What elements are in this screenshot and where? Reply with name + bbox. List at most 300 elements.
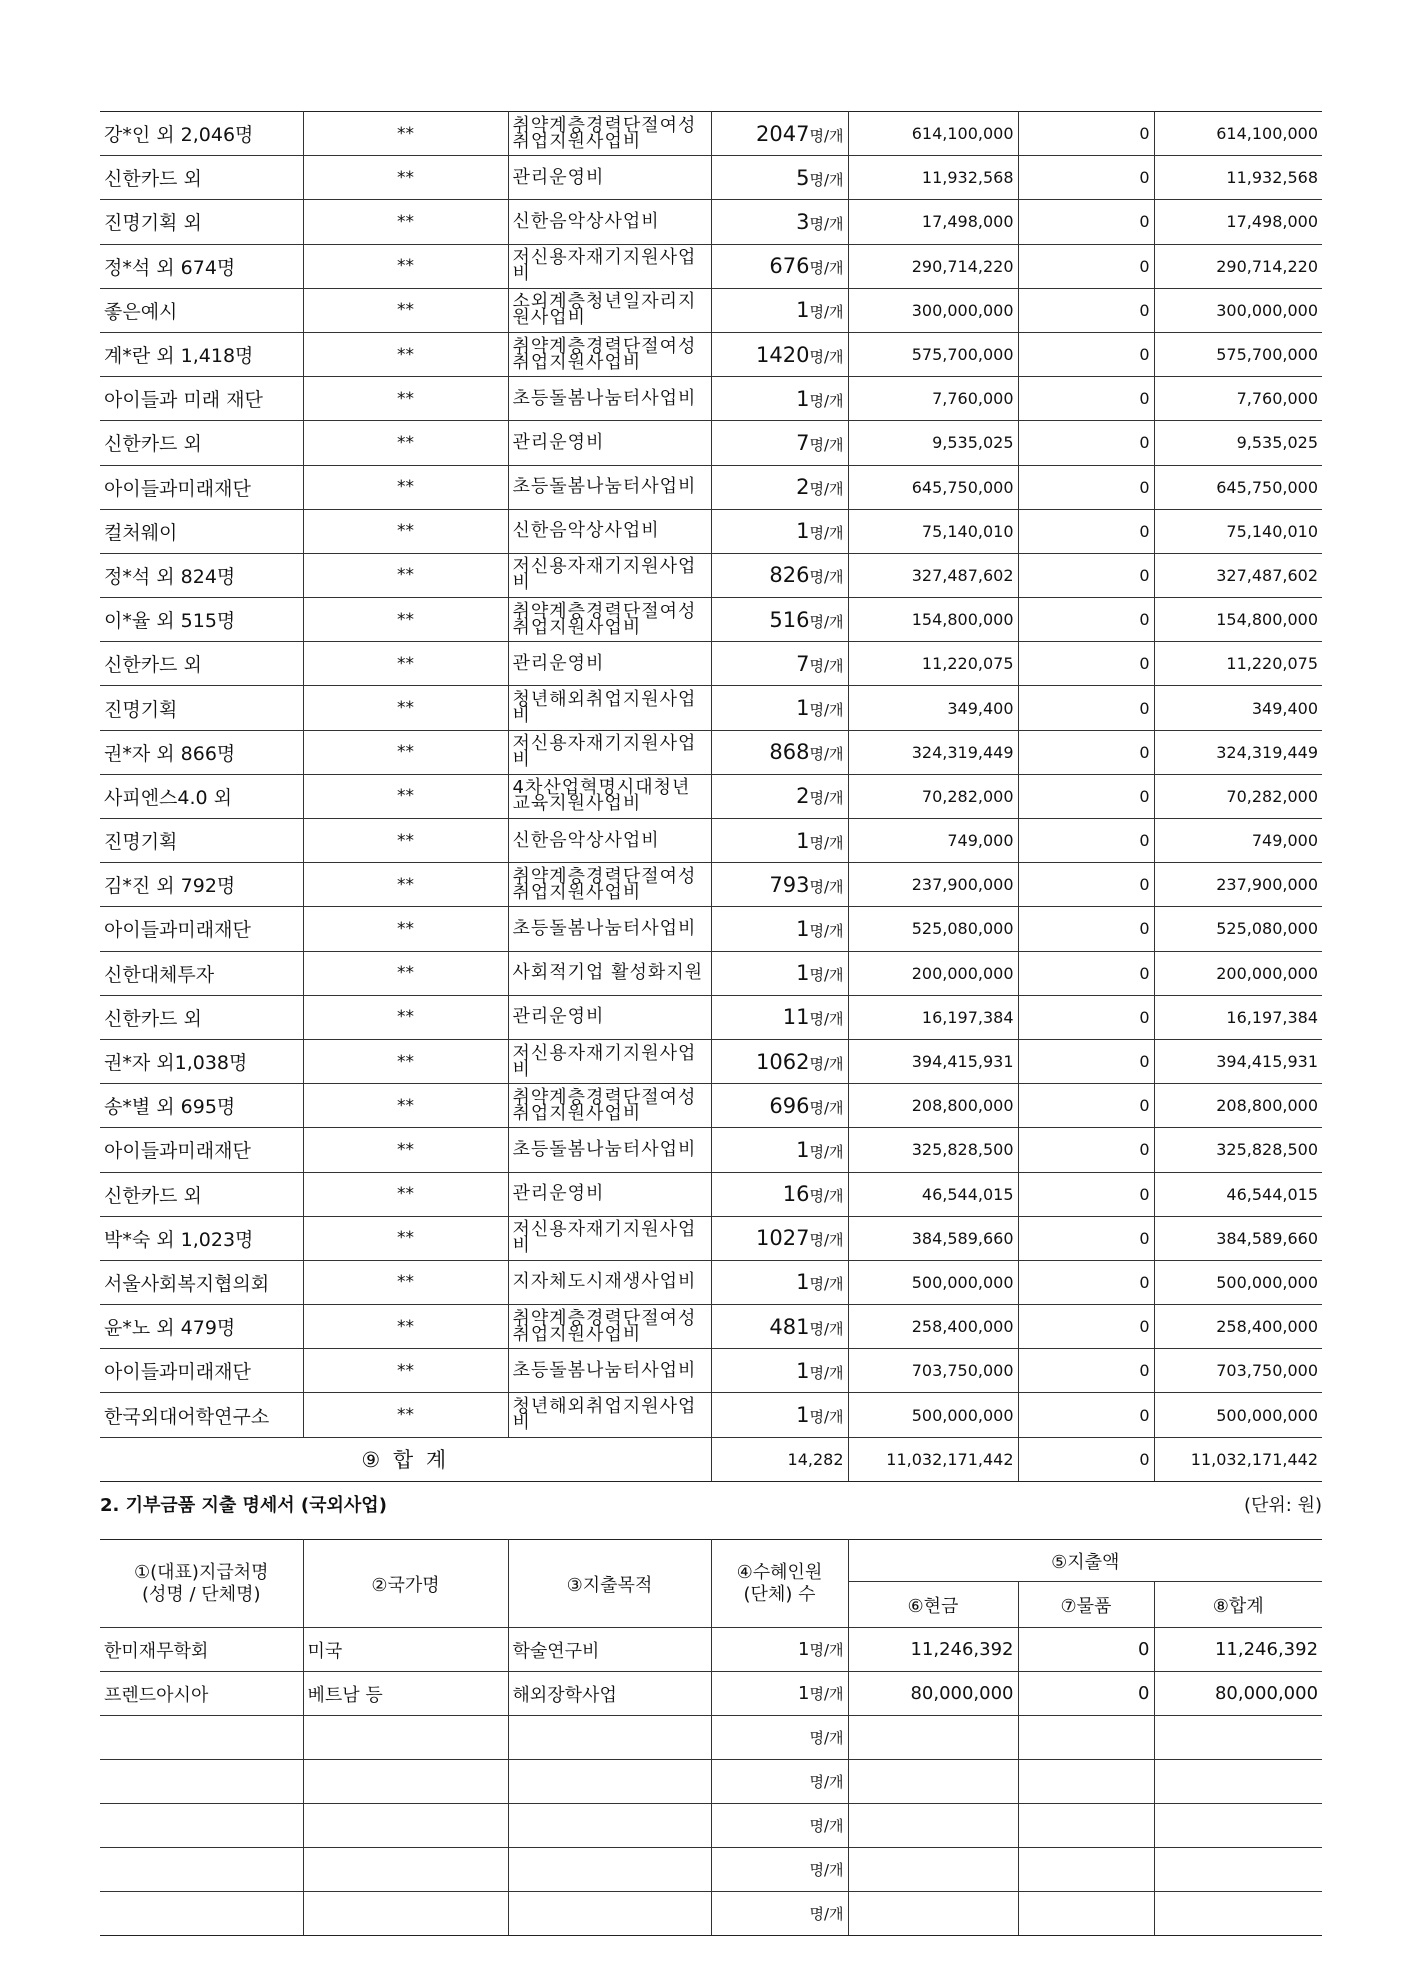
count-cell (711, 819, 848, 863)
count-value: 2047 (756, 121, 810, 146)
country-cell: 베트남 등 (303, 1672, 508, 1716)
cash-cell: 290,714,220 (848, 244, 1018, 288)
cash-cell: 575,700,000 (848, 332, 1018, 376)
table-row (100, 1216, 1322, 1260)
country-cell: ** (303, 1260, 508, 1304)
recipient-cell: 신한카드 외 (100, 156, 303, 200)
cash-cell (848, 1892, 1018, 1936)
cash-cell (848, 1848, 1018, 1892)
total-cell: 11,246,392 (1154, 1628, 1322, 1672)
total-cell: 154,800,000 (1154, 598, 1322, 642)
purpose-cell: 취약계층경력단절여성취업지원사업비 (508, 1084, 711, 1128)
count-unit: 명/개 (809, 1275, 844, 1294)
recipient-cell: 진명기획 (100, 819, 303, 863)
count-cell (711, 244, 848, 288)
domestic-expenditure-table (100, 111, 1322, 1482)
count-value: 516 (769, 607, 810, 632)
country-cell: ** (303, 598, 508, 642)
cash-cell: 154,800,000 (848, 598, 1018, 642)
count-unit: 명/개 (809, 303, 844, 322)
table-row (100, 642, 1322, 686)
country-cell: ** (303, 686, 508, 730)
cash-cell: 16,197,384 (848, 995, 1018, 1039)
total-goods: 0 (1018, 1437, 1154, 1481)
count-unit: 명/개 (809, 1098, 844, 1117)
total-cash: 11,032,171,442 (848, 1437, 1018, 1481)
total-cell: 384,589,660 (1154, 1216, 1322, 1260)
total-cell: 7,760,000 (1154, 377, 1322, 421)
recipient-cell: 한미재무학회 (100, 1628, 303, 1672)
table-row (100, 686, 1322, 730)
table-row (100, 951, 1322, 995)
count-unit: 명/개 (809, 1817, 844, 1835)
count-value: 3 (796, 209, 810, 234)
cash-cell: 11,932,568 (848, 156, 1018, 200)
count-cell (711, 1393, 848, 1437)
count-value: 1 (796, 1403, 810, 1428)
country-cell: ** (303, 1084, 508, 1128)
country-cell: ** (303, 642, 508, 686)
recipient-cell (100, 1892, 303, 1936)
count-cell (711, 1804, 848, 1848)
purpose-cell: 저신용자재기지원사업비 (508, 244, 711, 288)
recipient-cell: 진명기획 외 (100, 200, 303, 244)
purpose-cell (508, 1892, 711, 1936)
count-value: 1 (796, 386, 810, 411)
total-cell (1154, 1892, 1322, 1936)
total-cell: 290,714,220 (1154, 244, 1322, 288)
count-cell (711, 509, 848, 553)
count-value: 793 (769, 872, 810, 897)
total-amount: 11,032,171,442 (1154, 1437, 1322, 1481)
goods-cell (1018, 1848, 1154, 1892)
goods-cell: 0 (1018, 686, 1154, 730)
count-value: 11 (782, 1005, 810, 1030)
purpose-cell (508, 1716, 711, 1760)
header-amount: ⑤지출액 (848, 1540, 1322, 1582)
recipient-cell: 정*석 외 674명 (100, 244, 303, 288)
country-cell: ** (303, 863, 508, 907)
goods-cell: 0 (1018, 863, 1154, 907)
table-row (100, 819, 1322, 863)
header-goods: ⑦물품 (1018, 1582, 1154, 1628)
count-value: 1420 (756, 342, 810, 367)
count-unit: 명/개 (809, 1905, 844, 1923)
country-cell: ** (303, 995, 508, 1039)
goods-cell (1018, 1804, 1154, 1848)
cash-cell: 9,535,025 (848, 421, 1018, 465)
header-beneficiaries: ④수혜인원 (단체) 수 (711, 1540, 848, 1628)
count-cell (711, 686, 848, 730)
goods-cell: 0 (1018, 819, 1154, 863)
recipient-cell: 아이들과 미래 재단 (100, 377, 303, 421)
recipient-cell: 권*자 외 866명 (100, 730, 303, 774)
purpose-cell: 초등돌봄나눔터사업비 (508, 1128, 711, 1172)
purpose-cell: 초등돌봄나눔터사업비 (508, 1349, 711, 1393)
count-cell (711, 1260, 848, 1304)
count-cell (711, 1892, 848, 1936)
cash-cell: 200,000,000 (848, 951, 1018, 995)
goods-cell: 0 (1018, 730, 1154, 774)
purpose-cell: 사회적기업 활성화지원 (508, 951, 711, 995)
cash-cell: 46,544,015 (848, 1172, 1018, 1216)
goods-cell: 0 (1018, 1349, 1154, 1393)
cash-cell: 11,220,075 (848, 642, 1018, 686)
purpose-cell (508, 1760, 711, 1804)
count-unit: 명/개 (809, 1729, 844, 1747)
total-cell: 327,487,602 (1154, 553, 1322, 597)
goods-cell: 0 (1018, 1039, 1154, 1083)
cash-cell (848, 1804, 1018, 1848)
cash-cell: 327,487,602 (848, 553, 1018, 597)
total-cell: 9,535,025 (1154, 421, 1322, 465)
document-page (100, 111, 1322, 1923)
count-cell (711, 598, 848, 642)
unit-note: (단위: 원) (1244, 1495, 1322, 1516)
count-unit: 명/개 (809, 126, 844, 145)
header-purpose: ③지출목적 (508, 1540, 711, 1628)
count-value: 5 (796, 165, 810, 190)
cash-cell: 349,400 (848, 686, 1018, 730)
country-cell: ** (303, 819, 508, 863)
country-cell: ** (303, 377, 508, 421)
total-cell: 70,282,000 (1154, 774, 1322, 818)
count-unit: 명/개 (809, 656, 844, 675)
cash-cell: 208,800,000 (848, 1084, 1018, 1128)
total-cell: 575,700,000 (1154, 332, 1322, 376)
header-recipient: ①(대표)지급처명 (성명 / 단체명) (100, 1540, 303, 1628)
count-value: 16 (782, 1182, 810, 1207)
table-row (100, 421, 1322, 465)
count-cell (711, 1848, 848, 1892)
table-row (100, 465, 1322, 509)
country-cell (303, 1892, 508, 1936)
count-unit: 명/개 (809, 1685, 844, 1703)
recipient-cell: 아이들과미래재단 (100, 1128, 303, 1172)
recipient-cell (100, 1804, 303, 1848)
count-cell (711, 774, 848, 818)
purpose-cell: 신한음악상사업비 (508, 509, 711, 553)
cash-cell: 500,000,000 (848, 1260, 1018, 1304)
recipient-cell: 이*율 외 515명 (100, 598, 303, 642)
total-cell: 300,000,000 (1154, 288, 1322, 332)
count-unit: 명/개 (809, 1861, 844, 1879)
goods-cell: 0 (1018, 377, 1154, 421)
count-value: 7 (796, 651, 810, 676)
table-row (100, 1760, 1322, 1804)
country-cell: ** (303, 1172, 508, 1216)
goods-cell: 0 (1018, 951, 1154, 995)
recipient-cell: 신한카드 외 (100, 421, 303, 465)
purpose-cell (508, 1848, 711, 1892)
country-cell: ** (303, 951, 508, 995)
recipient-cell: 한국외대어학연구소 (100, 1393, 303, 1437)
total-cell: 208,800,000 (1154, 1084, 1322, 1128)
table-row (100, 509, 1322, 553)
count-cell (711, 1305, 848, 1349)
count-cell (711, 1172, 848, 1216)
goods-cell: 0 (1018, 200, 1154, 244)
country-cell: ** (303, 553, 508, 597)
table-row (100, 1672, 1322, 1716)
purpose-cell: 저신용자재기지원사업비 (508, 553, 711, 597)
table-row (100, 730, 1322, 774)
cash-cell: 394,415,931 (848, 1039, 1018, 1083)
goods-cell: 0 (1018, 1172, 1154, 1216)
count-cell (711, 1716, 848, 1760)
total-cell: 645,750,000 (1154, 465, 1322, 509)
count-cell (711, 995, 848, 1039)
total-cell: 80,000,000 (1154, 1672, 1322, 1716)
recipient-cell: 진명기획 (100, 686, 303, 730)
section-title: 2. 기부금품 지출 명세서 (국외사업) (100, 1495, 387, 1516)
count-unit: 명/개 (809, 789, 844, 808)
table-row (100, 1349, 1322, 1393)
country-cell (303, 1716, 508, 1760)
count-cell (711, 288, 848, 332)
purpose-cell: 취약계층경력단절여성취업지원사업비 (508, 112, 711, 156)
table-row (100, 1128, 1322, 1172)
table-row (100, 377, 1322, 421)
table-row (100, 156, 1322, 200)
goods-cell: 0 (1018, 288, 1154, 332)
count-unit: 명/개 (809, 435, 844, 454)
count-cell (711, 200, 848, 244)
count-unit: 명/개 (809, 1187, 844, 1206)
total-cell: 46,544,015 (1154, 1172, 1322, 1216)
cash-cell: 70,282,000 (848, 774, 1018, 818)
table-row (100, 1804, 1322, 1848)
table-row (100, 1393, 1322, 1437)
table-row (100, 1039, 1322, 1083)
count-value: 2 (796, 475, 810, 500)
country-cell: ** (303, 774, 508, 818)
country-cell: ** (303, 244, 508, 288)
cash-cell: 500,000,000 (848, 1393, 1018, 1437)
count-value: 1062 (756, 1049, 810, 1074)
recipient-cell: 윤*노 외 479명 (100, 1305, 303, 1349)
count-unit: 명/개 (809, 480, 844, 499)
recipient-cell: 아이들과미래재단 (100, 465, 303, 509)
count-value: 1027 (756, 1226, 810, 1251)
count-value: 1 (796, 1137, 810, 1162)
table-row (100, 907, 1322, 951)
purpose-cell: 관리운영비 (508, 995, 711, 1039)
count-cell (711, 642, 848, 686)
goods-cell: 0 (1018, 1260, 1154, 1304)
count-value: 826 (769, 563, 810, 588)
table-row (100, 598, 1322, 642)
goods-cell (1018, 1892, 1154, 1936)
recipient-cell: 강*인 외 2,046명 (100, 112, 303, 156)
goods-cell: 0 (1018, 1628, 1154, 1672)
purpose-cell: 신한음악상사업비 (508, 200, 711, 244)
recipient-cell: 프렌드아시아 (100, 1672, 303, 1716)
cash-cell (848, 1760, 1018, 1804)
recipient-cell: 아이들과미래재단 (100, 907, 303, 951)
table-row (100, 863, 1322, 907)
total-cell: 11,220,075 (1154, 642, 1322, 686)
table-row (100, 1172, 1322, 1216)
country-cell: ** (303, 332, 508, 376)
goods-cell: 0 (1018, 244, 1154, 288)
count-value: 1 (798, 1683, 810, 1704)
total-cell: 17,498,000 (1154, 200, 1322, 244)
count-value: 1 (796, 298, 810, 323)
country-cell: ** (303, 288, 508, 332)
total-cell (1154, 1804, 1322, 1848)
purpose-cell: 관리운영비 (508, 421, 711, 465)
table-row (100, 1848, 1322, 1892)
count-cell (711, 553, 848, 597)
recipient-cell: 신한대체투자 (100, 951, 303, 995)
count-value: 7 (796, 430, 810, 455)
goods-cell: 0 (1018, 907, 1154, 951)
count-cell (711, 332, 848, 376)
cash-cell: 645,750,000 (848, 465, 1018, 509)
cash-cell: 17,498,000 (848, 200, 1018, 244)
count-unit: 명/개 (809, 1010, 844, 1029)
total-cell: 11,932,568 (1154, 156, 1322, 200)
country-cell: ** (303, 1305, 508, 1349)
table-row (100, 112, 1322, 156)
total-cell: 703,750,000 (1154, 1349, 1322, 1393)
country-cell: ** (303, 1039, 508, 1083)
table-row (100, 244, 1322, 288)
cash-cell: 300,000,000 (848, 288, 1018, 332)
cash-cell: 11,246,392 (848, 1628, 1018, 1672)
cash-cell: 7,760,000 (848, 377, 1018, 421)
recipient-cell: 아이들과미래재단 (100, 1349, 303, 1393)
recipient-cell (100, 1848, 303, 1892)
purpose-cell: 저신용자재기지원사업비 (508, 1039, 711, 1083)
recipient-cell (100, 1716, 303, 1760)
table-row (100, 774, 1322, 818)
cash-cell: 525,080,000 (848, 907, 1018, 951)
count-unit: 명/개 (809, 524, 844, 543)
country-cell: ** (303, 112, 508, 156)
count-cell (711, 156, 848, 200)
goods-cell: 0 (1018, 1084, 1154, 1128)
purpose-cell: 지자체도시재생사업비 (508, 1260, 711, 1304)
count-unit: 명/개 (809, 259, 844, 278)
purpose-cell: 초등돌봄나눔터사업비 (508, 907, 711, 951)
total-cell: 325,828,500 (1154, 1128, 1322, 1172)
cash-cell: 749,000 (848, 819, 1018, 863)
cash-cell: 614,100,000 (848, 112, 1018, 156)
purpose-cell: 초등돌봄나눔터사업비 (508, 377, 711, 421)
goods-cell: 0 (1018, 332, 1154, 376)
recipient-cell: 신한카드 외 (100, 1172, 303, 1216)
purpose-cell: 관리운영비 (508, 1172, 711, 1216)
goods-cell (1018, 1716, 1154, 1760)
country-cell: ** (303, 509, 508, 553)
count-value: 676 (769, 254, 810, 279)
count-cell (711, 1216, 848, 1260)
cash-cell: 325,828,500 (848, 1128, 1018, 1172)
count-cell (711, 1672, 848, 1716)
count-cell (711, 1628, 848, 1672)
total-cell: 200,000,000 (1154, 951, 1322, 995)
table-row (100, 995, 1322, 1039)
count-cell (711, 1760, 848, 1804)
goods-cell: 0 (1018, 553, 1154, 597)
country-cell (303, 1760, 508, 1804)
purpose-cell: 청년해외취업지원사업비 (508, 686, 711, 730)
header-cash: ⑥현금 (848, 1582, 1018, 1628)
goods-cell: 0 (1018, 1216, 1154, 1260)
total-cell: 16,197,384 (1154, 995, 1322, 1039)
recipient-cell: 서울사회복지협의회 (100, 1260, 303, 1304)
cash-cell (848, 1716, 1018, 1760)
count-unit: 명/개 (809, 1319, 844, 1338)
country-cell: ** (303, 730, 508, 774)
recipient-cell: 정*석 외 824명 (100, 553, 303, 597)
purpose-cell: 청년해외취업지원사업비 (508, 1393, 711, 1437)
goods-cell: 0 (1018, 465, 1154, 509)
recipient-cell: 김*진 외 792명 (100, 863, 303, 907)
count-unit: 명/개 (809, 347, 844, 366)
recipient-cell: 신한카드 외 (100, 642, 303, 686)
count-unit: 명/개 (809, 1054, 844, 1073)
total-cell: 500,000,000 (1154, 1260, 1322, 1304)
cash-cell: 80,000,000 (848, 1672, 1018, 1716)
total-cell: 525,080,000 (1154, 907, 1322, 951)
total-cell: 324,319,449 (1154, 730, 1322, 774)
count-value: 481 (769, 1314, 810, 1339)
recipient-cell: 권*자 외1,038명 (100, 1039, 303, 1083)
country-cell: 미국 (303, 1628, 508, 1672)
count-value: 1 (796, 1270, 810, 1295)
purpose-cell: 4차산업혁명시대청년교육지원사업비 (508, 774, 711, 818)
goods-cell: 0 (1018, 1393, 1154, 1437)
count-value: 1 (796, 1358, 810, 1383)
purpose-cell: 관리운영비 (508, 642, 711, 686)
count-unit: 명/개 (809, 1363, 844, 1382)
recipient-cell: 컬처웨이 (100, 509, 303, 553)
total-cell: 614,100,000 (1154, 112, 1322, 156)
count-cell (711, 863, 848, 907)
total-cell (1154, 1716, 1322, 1760)
table-row (100, 332, 1322, 376)
count-unit: 명/개 (809, 833, 844, 852)
count-unit: 명/개 (809, 1773, 844, 1791)
count-cell (711, 1128, 848, 1172)
country-cell: ** (303, 200, 508, 244)
purpose-cell: 취약계층경력단절여성취업지원사업비 (508, 598, 711, 642)
table-row (100, 1716, 1322, 1760)
count-unit: 명/개 (809, 391, 844, 410)
total-cell: 394,415,931 (1154, 1039, 1322, 1083)
goods-cell: 0 (1018, 995, 1154, 1039)
goods-cell: 0 (1018, 774, 1154, 818)
goods-cell: 0 (1018, 112, 1154, 156)
total-cell: 237,900,000 (1154, 863, 1322, 907)
count-value: 1 (796, 828, 810, 853)
purpose-cell: 소외계층청년일자리지원사업비 (508, 288, 711, 332)
goods-cell: 0 (1018, 421, 1154, 465)
count-unit: 명/개 (809, 1408, 844, 1427)
count-value: 2 (796, 784, 810, 809)
purpose-cell: 저신용자재기지원사업비 (508, 730, 711, 774)
purpose-cell: 학술연구비 (508, 1628, 711, 1672)
goods-cell: 0 (1018, 1672, 1154, 1716)
cash-cell: 237,900,000 (848, 863, 1018, 907)
total-label: ⑨ 합 계 (100, 1437, 711, 1481)
cash-cell: 258,400,000 (848, 1305, 1018, 1349)
purpose-cell (508, 1804, 711, 1848)
total-cell: 500,000,000 (1154, 1393, 1322, 1437)
